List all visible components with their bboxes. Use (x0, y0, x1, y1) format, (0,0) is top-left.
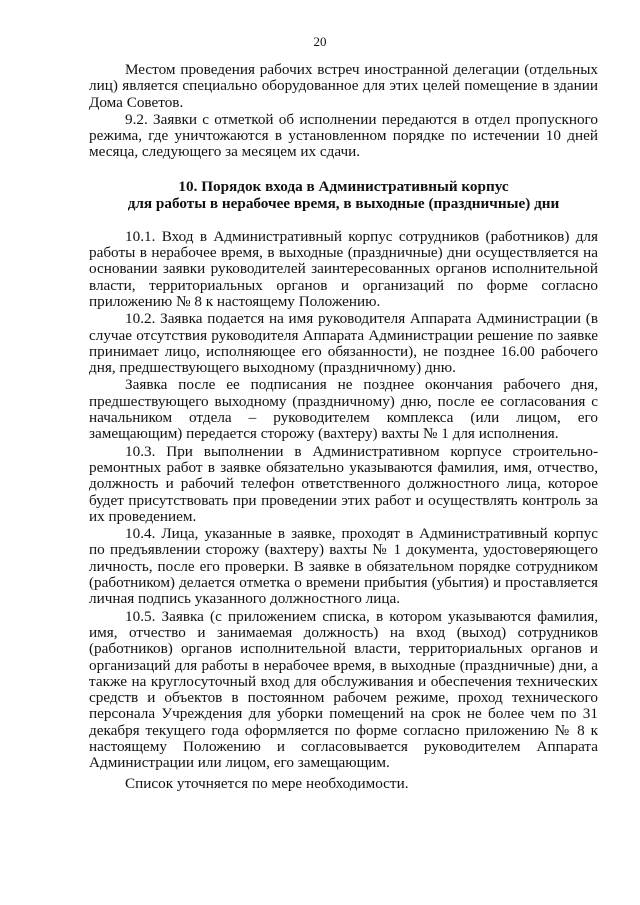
document-body (89, 62, 598, 792)
section-heading-line-1: 10. Порядок входа в Административный корпус (178, 177, 509, 195)
paragraph-10-1: 10.1. Вход в Административный корпус сотрудников (работников) для работы в нерабочее время, в выходные (праздничные) дни осуществляется на основании заявки руководителей заинтересованных органов исполнительной власти, территориальных органов и организаций по форме согласно приложению № 8 к настоящему Положению. (89, 227, 598, 310)
paragraph-10-5: 10.5. Заявка (с приложением списка, в котором указываются фамилия, имя, отчество и занимаемая должность) на вход (выход) сотрудников (работников) органов исполнительной власти, территориальных органов и организаций для работы в нерабочее время, в выходные (праздничные) дни, а также на круглосуточный вход для обслуживания и обеспечения технических средств и объектов в постоянном рабочем режиме, проход технического персонала Учреждения для уборки помещений на срок не более чем по 31 декабря текущего года оформляется по форме согласно приложению № 8 к настоящему Положению и согласовывается руководителем Аппарата Администрации или лицом, его замещающим. (89, 607, 598, 772)
paragraph-10-2-continued: Заявка после ее подписания не позднее окончания рабочего дня, предшествующего выходному (праздничному) дню, после ее согласования с начальником отдела – руководителем комплекса (или лицом, его замещающим) передается сторожу (вахтеру) вахты № 1 для исполнения. (89, 376, 598, 443)
paragraph-10-3: 10.3. При выполнении в Административном корпусе строительно-ремонтных работ в заявке обязательно указываются фамилия, имя, отчество, должность и рабочий телефон ответственного должностного лица, которое будет присутствовать при проведении этих работ и осуществлять контроль за их проведением. (89, 442, 598, 525)
paragraph-continuation: Местом проведения рабочих встреч иностранной делегации (отдельных лиц) является специально оборудованное для этих целей помещение в здании Дома Советов. (89, 61, 598, 111)
paragraph-10-2: 10.2. Заявка подается на имя руководителя Аппарата Администрации (в случае отсутствия руководителя Аппарата Администрации решение по заявке принимает лицо, исполняющее его обязанности), не позднее 16.00 рабочего дня, предшествующего выходному (праздничному) дню. (89, 310, 598, 377)
closing-line: Список уточняется по мере необходимости. (125, 774, 409, 792)
paragraph-10-4: 10.4. Лица, указанные в заявке, проходят в Административный корпус по предъявлении сторожу (вахтеру) вахты № 1 документа, удостоверяющего личность, после его проверки. В заявке в обязательном порядке сотрудником (работником) делается отметка о времени прибытия (убытия) и проставляется личная подпись указанного должностного лица. (89, 525, 598, 608)
section-heading (89, 178, 598, 212)
page-number: 20 (313, 34, 327, 49)
paragraph-9-2: 9.2. Заявки с отметкой об исполнении передаются в отдел пропускного режима, где уничтожаются в установленном порядке по истечении 10 дней месяца, следующего за месяцем их сдачи. (89, 110, 598, 161)
section-heading-line-2: для работы в нерабочее время, в выходные (праздничные) дни (127, 194, 560, 212)
